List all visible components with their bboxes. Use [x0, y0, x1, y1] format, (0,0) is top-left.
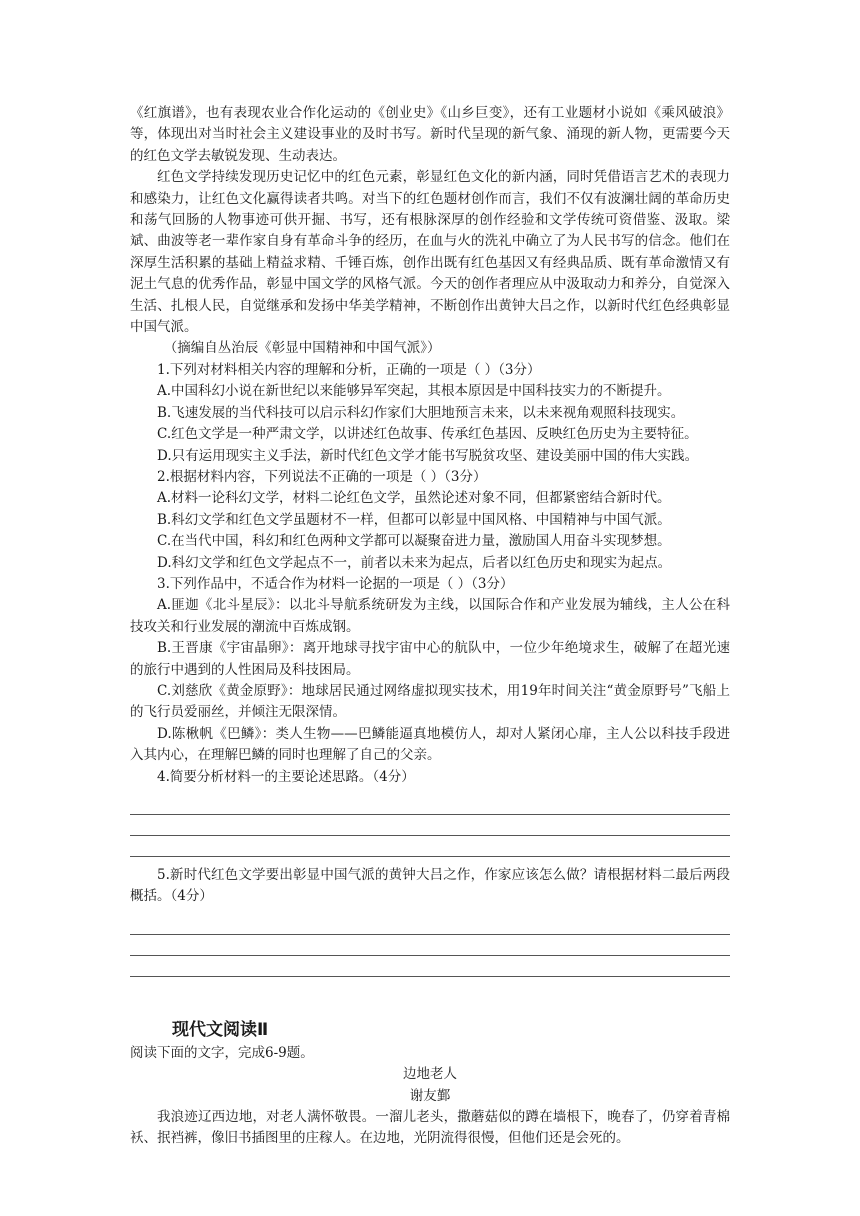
question-1-option-c: C.红色文学是一种严肃文学，以讲述红色故事、传承红色基因、反映红色历史为主要特征。	[157, 426, 698, 443]
question-4-stem: 4.简要分析材料一的主要论述思路。（4分）	[157, 768, 415, 785]
question-3-option-c: C.刘慈欣《黄金原野》：地球居民通过网络虚拟现实技术，用19年时间关注“黄金原野号”飞船上的飞行员爱丽丝，并倾注无限深情。	[130, 682, 730, 721]
question-3-option-b: B.王晋康《宇宙晶卵》：离开地球寻找宇宙中心的航队中，一位少年绝境求生，破解了在超光速的旅行中遇到的人性困局及科技困局。	[130, 640, 730, 678]
question-1-option-b: B.飞速发展的当代科技可以启示科幻作家们大胆地预言未来，以未来视角观照科技现实。	[157, 404, 685, 421]
question-4-answer-area[interactable]	[130, 794, 730, 857]
question-2-stem: 2.根据材料内容，下列说法不正确的一项是（ ）（3分）	[157, 468, 487, 485]
question-1-stem: 1.下列对材料相关内容的理解和分析，正确的一项是（ ）（3分）	[157, 361, 541, 378]
material-paragraph-1: 《红旗谱》，也有表现农业合作化运动的《创业史》《山乡巨变》，还有工业题材小说如《乘风破浪》等，体现出对当时社会主义建设事业的及时书写。新时代呈现的新气象、涌现的新人物，更需要今天的红色文学去敏锐发现、生动表达。	[130, 105, 730, 164]
material-paragraph-2: 红色文学持续发现历史记忆中的红色元素，彰显红色文化的新内涵，同时凭借语言艺术的表现力和感染力，让红色文化赢得读者共鸣。对当下的红色题材创作而言，我们不仅有波澜壮阔的革命历史和荡气回肠的人物事迹可供开掘、书写，还有根脉深厚的创作经验和文学传统可资借鉴、汲取。梁斌、曲波等老一辈作家自身有革命斗争的经历，在血与火的洗礼中确立了为人民书写的信念。他们在深厚生活积累的基础上精益求精、千锤百炼，创作出既有红色基因又有经典品质、既有革命激情又有泥土气息的优秀作品，彰显中国文学的风格气派。今天的创作者理应从中汲取动力和养分，自觉深入生活、扎根人民，自觉继承和发扬中华美学精神，不断创作出黄钟大吕之作，以新时代红色经典彰显中国气派。	[130, 169, 730, 336]
question-5-stem: 5.新时代红色文学要出彰显中国气派的黄钟大吕之作，作家应该怎么做？请根据材料二最后两段概括。（4分）	[130, 867, 730, 905]
exam-page	[130, 103, 730, 1150]
question-3-stem: 3.下列作品中，不适合作为材料一论据的一项是（ ）（3分）	[157, 575, 514, 592]
answer-line	[130, 836, 730, 857]
question-1-option-a: A.中国科幻小说在新世纪以来能够异军突起，其根本原因是中国科技实力的不断提升。	[157, 383, 671, 400]
question-2-option-c: C.在当代中国，科幻和红色两种文学都可以凝聚奋进力量，激励国人用奋斗实现梦想。	[157, 533, 671, 550]
section-instruction: 阅读下面的文字，完成6-9题。	[130, 1044, 314, 1061]
question-2-option-d: D.科幻文学和红色文学起点不一，前者以未来为起点，后者以红色历史和现实为起点。	[157, 554, 672, 571]
section-title: 现代文阅读Ⅱ	[172, 1019, 269, 1040]
question-1-option-d: D.只有运用现实主义手法，新时代红色文学才能书写脱贫攻坚、建设美丽中国的伟大实践。	[157, 447, 699, 464]
answer-line	[130, 794, 730, 815]
question-2-option-b: B.科幻文学和红色文学虽题材不一样，但都可以彰显中国风格、中国精神与中国气派。	[157, 511, 671, 528]
question-3-option-a: A.匪迦《北斗星辰》：以北斗导航系统研发为主线，以国际合作和产业发展为辅线，主人公在科技攻关和行业发展的潮流中百炼成钢。	[130, 597, 730, 635]
material-source: （摘编自丛治辰《彰显中国精神和中国气派》）	[163, 340, 441, 357]
answer-line	[130, 815, 730, 836]
answer-line	[130, 914, 730, 935]
question-2-option-a: A.材料一论科幻文学，材料二论红色文学，虽然论述对象不同，但都紧密结合新时代。	[157, 490, 671, 507]
story-opening-paragraph: 我浪迹辽西边地，对老人满怀敬畏。一溜儿老头，撒蘑菇似的蹲在墙根下，晚春了，仍穿着青棉袄、抿裆裤，像旧书插图里的庄稼人。在边地，光阴流得很慢，但他们还是会死的。	[130, 1109, 730, 1147]
question-5-answer-area[interactable]	[130, 914, 730, 977]
story-title: 边地老人	[403, 1066, 457, 1083]
answer-line	[130, 956, 730, 977]
answer-line	[130, 935, 730, 956]
question-3-option-d: D.陈楸帆《巴鳞》：类人生物——巴鳞能逼真地模仿人，却对人紧闭心扉，主人公以科技手段进入其内心，在理解巴鳞的同时也理解了自己的父亲。	[130, 725, 730, 764]
story-author: 谢友鄞	[409, 1087, 451, 1104]
